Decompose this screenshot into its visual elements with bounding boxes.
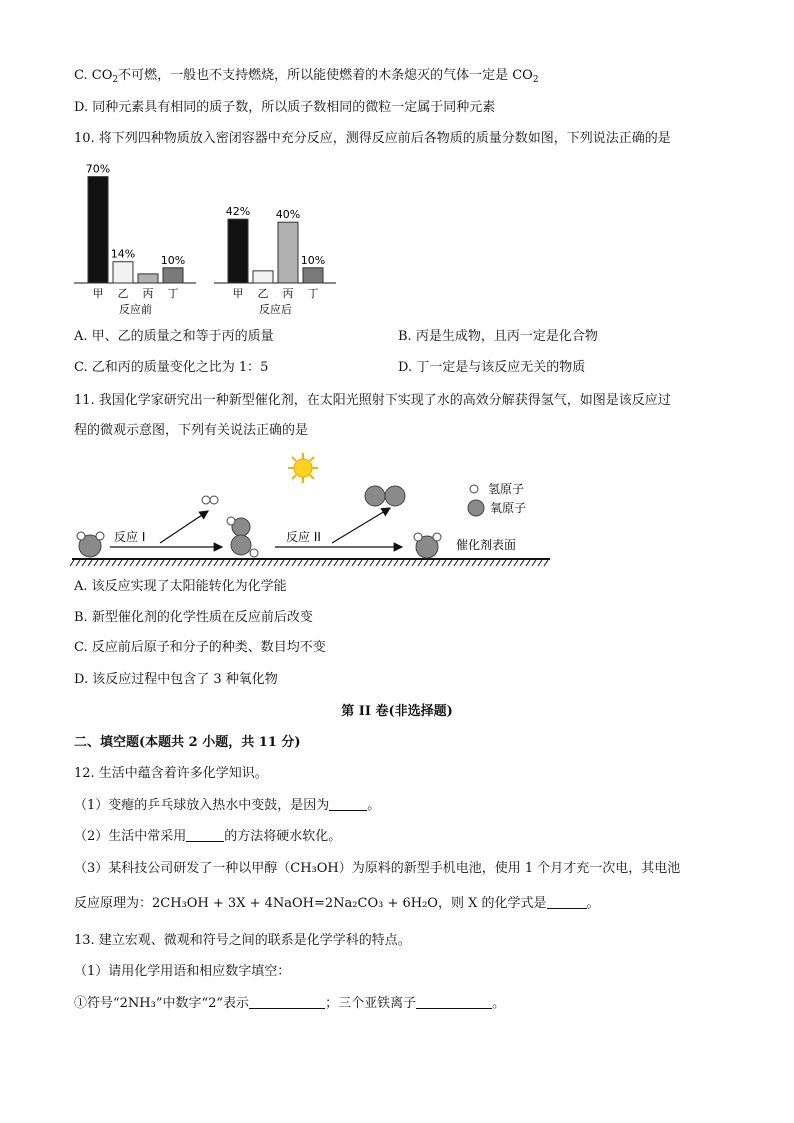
hatch-mark bbox=[220, 560, 224, 566]
q11-stem-line2: 程的微观示意图，下列有关说法正确的是 bbox=[74, 423, 309, 438]
category-label: 丁 bbox=[167, 287, 179, 300]
hatch-mark bbox=[262, 560, 266, 566]
hatch-mark bbox=[214, 560, 218, 566]
hatch-mark bbox=[412, 560, 416, 566]
bar-丁 bbox=[303, 268, 323, 283]
water-molecule bbox=[414, 533, 441, 558]
catalyst-surface-label: 催化剂表面 bbox=[456, 538, 517, 552]
hatch-mark bbox=[388, 560, 392, 566]
data-label: 42% bbox=[225, 205, 251, 219]
hatch-mark bbox=[286, 560, 290, 566]
chart-title: 反应后 bbox=[259, 303, 292, 316]
data-label: 70% bbox=[85, 162, 111, 176]
hatch-mark bbox=[82, 560, 86, 566]
hatch-mark bbox=[70, 560, 74, 566]
hatch-mark bbox=[130, 560, 134, 566]
q11-option-d: D. 该反应过程中包含了 3 种氧化物 bbox=[74, 672, 278, 687]
hatch-mark bbox=[484, 560, 488, 566]
answer-blank[interactable] bbox=[416, 996, 492, 1009]
chart-before bbox=[74, 163, 196, 316]
hatch-mark bbox=[148, 560, 152, 566]
hatch-mark bbox=[202, 560, 206, 566]
oxygen-atom-icon bbox=[468, 500, 484, 516]
hatch-mark bbox=[472, 560, 476, 566]
q12-part2: （2）生活中常采用 的方法将硬水软化。 bbox=[74, 829, 342, 844]
hatch-mark bbox=[76, 560, 80, 566]
bar-丙 bbox=[278, 222, 298, 283]
hatch-mark bbox=[268, 560, 272, 566]
hatch-mark bbox=[346, 560, 350, 566]
hatch-mark bbox=[94, 560, 98, 566]
hatch-mark bbox=[376, 560, 380, 566]
data-label: 40% bbox=[275, 208, 301, 222]
hatch-mark bbox=[544, 560, 548, 566]
q13-sub1: ①符号“2NH₃”中数字“2”表示 ；三个亚铁离子 。 bbox=[74, 996, 506, 1011]
hatch-mark bbox=[256, 560, 260, 566]
data-label: 10% bbox=[160, 253, 186, 267]
hatch-mark bbox=[502, 560, 506, 566]
hatch-mark bbox=[106, 560, 110, 566]
hatch-mark bbox=[490, 560, 494, 566]
hatch-mark bbox=[370, 560, 374, 566]
hatch-mark bbox=[190, 560, 194, 566]
answer-blank[interactable] bbox=[547, 896, 587, 909]
bar-甲 bbox=[88, 177, 108, 283]
hatch-mark bbox=[352, 560, 356, 566]
category-label: 丙 bbox=[142, 287, 154, 300]
category-label: 乙 bbox=[257, 287, 269, 300]
q10-option-c: C. 乙和丙的质量变化之比为 1：5 bbox=[74, 360, 269, 375]
hatch-mark bbox=[436, 560, 440, 566]
hatch-mark bbox=[400, 560, 404, 566]
q9-option-c: C. $CO_2$不可燃，一般也不支持燃烧，所以能使燃着的木条熄灭的气体一定是 $CO_2$ bbox=[74, 68, 539, 85]
hatch-mark bbox=[358, 560, 362, 566]
hatch-mark bbox=[250, 560, 254, 566]
hatch-mark bbox=[460, 560, 464, 566]
reaction-1-label: 反应 I bbox=[114, 530, 146, 544]
category-label: 丁 bbox=[307, 287, 319, 300]
hatch-mark bbox=[514, 560, 518, 566]
reaction-equation: 2CH₃OH + 3X + 4NaOH=2Na₂CO₃ + 6H₂O bbox=[152, 896, 438, 911]
q10-option-d: D. 丁一定是与该反应无关的物质 bbox=[398, 360, 586, 375]
volume-title: 第 II 卷(非选择题) bbox=[341, 704, 453, 719]
hatch-mark bbox=[424, 560, 428, 566]
answer-blank[interactable] bbox=[186, 829, 224, 842]
hatch-mark bbox=[184, 560, 188, 566]
q10-option-a: A. 甲、乙的质量之和等于丙的质量 bbox=[74, 329, 274, 344]
q11-stem-line1: 11. 我国化学家研究出一种新型催化剂，在太阳光照射下实现了水的高效分解获得氢气，如图是该反应过 bbox=[74, 393, 671, 408]
category-label: 乙 bbox=[117, 287, 129, 300]
hatch-mark bbox=[430, 560, 434, 566]
hatch-mark bbox=[142, 560, 146, 566]
q10-stem: 10. 将下列四种物质放入密闭容器中充分反应，测得反应前后各物质的质量分数如图，下列说法正确的是 bbox=[74, 131, 671, 146]
hatch-mark bbox=[226, 560, 230, 566]
q12-part1: （1）变瘪的乒乓球放入热水中变鼓，是因为 。 bbox=[74, 798, 381, 813]
section-title: 二、填空题(本题共 2 小题，共 11 分) bbox=[74, 735, 301, 750]
hatch-mark bbox=[160, 560, 164, 566]
hatch-mark bbox=[322, 560, 326, 566]
water-molecule bbox=[77, 532, 104, 557]
hatch-mark bbox=[364, 560, 368, 566]
q11-option-c: C. 反应前后原子和分子的种类、数目均不变 bbox=[74, 640, 326, 655]
reaction-2-label: 反应 II bbox=[286, 530, 321, 544]
answer-blank[interactable] bbox=[249, 996, 325, 1009]
category-label: 甲 bbox=[92, 287, 104, 300]
sun-icon bbox=[288, 453, 318, 483]
legend-oxygen: 氧原子 bbox=[490, 501, 527, 515]
q10-bar-charts bbox=[70, 156, 350, 316]
intermediate-molecule bbox=[227, 517, 258, 557]
hatch-mark bbox=[136, 560, 140, 566]
q11-option-b: B. 新型催化剂的化学性质在反应前后改变 bbox=[74, 610, 313, 625]
legend-hydrogen: 氢原子 bbox=[488, 482, 525, 496]
hatch-mark bbox=[178, 560, 182, 566]
hatch-mark bbox=[154, 560, 158, 566]
hatch-mark bbox=[520, 560, 524, 566]
hatch-mark bbox=[196, 560, 200, 566]
hatch-mark bbox=[538, 560, 542, 566]
hatch-mark bbox=[232, 560, 236, 566]
hatch-mark bbox=[394, 560, 398, 566]
hatch-mark bbox=[100, 560, 104, 566]
data-label: 10% bbox=[300, 253, 326, 267]
hatch-mark bbox=[448, 560, 452, 566]
hatch-mark bbox=[298, 560, 302, 566]
hatch-mark bbox=[418, 560, 422, 566]
hatch-mark bbox=[496, 560, 500, 566]
hatch-mark bbox=[382, 560, 386, 566]
bar-丁 bbox=[163, 268, 183, 283]
q12-stem: 12. 生活中蕴含着许多化学知识。 bbox=[74, 766, 268, 781]
hatch-mark bbox=[304, 560, 308, 566]
bar-丙 bbox=[138, 274, 158, 283]
hatch-mark bbox=[280, 560, 284, 566]
hatch-mark bbox=[88, 560, 92, 566]
hatch-mark bbox=[340, 560, 344, 566]
q11-micro-diagram bbox=[70, 450, 560, 570]
hatch-mark bbox=[166, 560, 170, 566]
hatch-mark bbox=[124, 560, 128, 566]
q13-part1: （1）请用化学用语和相应数字填空： bbox=[74, 964, 291, 979]
hatch-mark bbox=[316, 560, 320, 566]
hatch-mark bbox=[112, 560, 116, 566]
hatch-mark bbox=[172, 560, 176, 566]
hatch-mark bbox=[466, 560, 470, 566]
hatch-mark bbox=[334, 560, 338, 566]
hydrogen-molecule bbox=[202, 496, 218, 504]
bar-乙 bbox=[113, 262, 133, 283]
chart-after bbox=[214, 205, 336, 316]
data-label: 14% bbox=[110, 247, 136, 261]
hatch-mark bbox=[292, 560, 296, 566]
hatch-mark bbox=[406, 560, 410, 566]
hatch-mark bbox=[310, 560, 314, 566]
hatch-mark bbox=[328, 560, 332, 566]
hatch-mark bbox=[454, 560, 458, 566]
chart-title: 反应前 bbox=[119, 303, 152, 316]
bar-甲 bbox=[228, 219, 248, 283]
hatch-mark bbox=[442, 560, 446, 566]
hatch-mark bbox=[244, 560, 248, 566]
hydrogen-atom-icon bbox=[470, 485, 478, 493]
q9-option-d: D. 同种元素具有相同的质子数，所以质子数相同的微粒一定属于同种元素 bbox=[74, 100, 496, 115]
category-label: 丙 bbox=[282, 287, 294, 300]
hatch-mark bbox=[238, 560, 242, 566]
q12-part3-line2: 反应原理为：2CH₃OH + 3X + 4NaOH=2Na₂CO₃ + 6H₂O，则 X 的化学式是 。 bbox=[74, 896, 600, 911]
oxygen-molecule bbox=[365, 486, 405, 506]
hatch-mark bbox=[118, 560, 122, 566]
category-label: 甲 bbox=[232, 287, 244, 300]
hatch-mark bbox=[274, 560, 278, 566]
answer-blank[interactable] bbox=[329, 798, 367, 811]
q12-part3: （3）某科技公司研发了一种以甲醇（CH₃OH）为原料的新型手机电池，使用 1 个月才充一次电，其电池 bbox=[74, 861, 681, 876]
q10-option-b: B. 丙是生成物，且丙一定是化合物 bbox=[398, 329, 598, 344]
hatch-mark bbox=[508, 560, 512, 566]
q13-stem: 13. 建立宏观、微观和符号之间的联系是化学学科的特点。 bbox=[74, 933, 411, 948]
hatch-mark bbox=[532, 560, 536, 566]
hatch-mark bbox=[526, 560, 530, 566]
hatch-mark bbox=[478, 560, 482, 566]
hatch-mark bbox=[208, 560, 212, 566]
bar-乙 bbox=[253, 271, 273, 283]
q11-option-a: A. 该反应实现了太阳能转化为化学能 bbox=[74, 579, 287, 594]
